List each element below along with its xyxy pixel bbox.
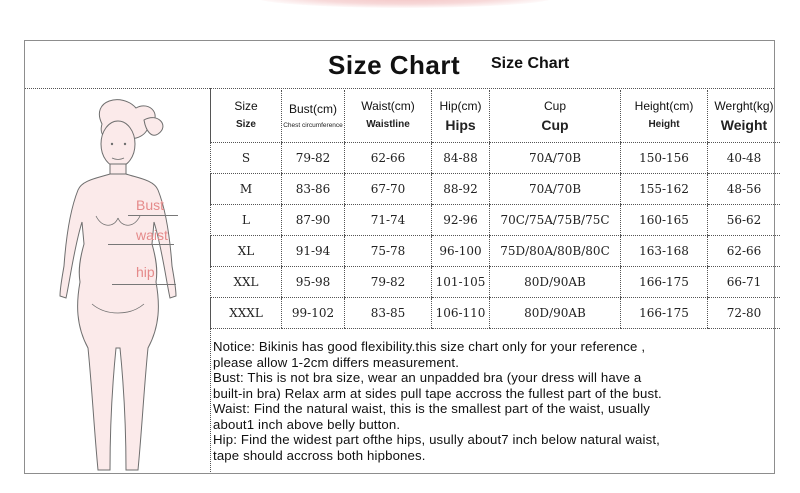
cell-bust: 83-86 (282, 173, 345, 204)
cell-height: 166-175 (621, 297, 708, 328)
cell-bust: 91-94 (282, 235, 345, 266)
cell-weight: 48-56 (708, 173, 781, 204)
waist-label: waist (136, 227, 168, 243)
body-silhouette-icon (40, 98, 210, 478)
measurement-notes (213, 339, 773, 463)
note-line: Hip: Find the widest part ofthe hips, usully about7 inch below natural waist, (213, 432, 660, 447)
column-header-weight: Werght(kg) Weight (708, 90, 781, 142)
cell-weight: 40-48 (708, 142, 781, 173)
cell-hip: 92-96 (432, 204, 490, 235)
note-line: Notice: Bikinis has good flexibility.this size chart only for your reference , (213, 339, 646, 354)
cell-cup: 80D/90AB (490, 266, 621, 297)
column-header-hip: Hip(cm) Hips (432, 90, 490, 142)
cell-bust: 87-90 (282, 204, 345, 235)
cell-hip: 84-88 (432, 142, 490, 173)
table-row (211, 173, 781, 204)
cell-waist: 67-70 (345, 173, 432, 204)
cell-height: 166-175 (621, 266, 708, 297)
hip-line (112, 284, 176, 285)
note-line: about1 inch above belly button. (213, 416, 401, 432)
cell-size: L (211, 204, 282, 235)
cell-height: 150-156 (621, 142, 708, 173)
table-row (211, 142, 781, 173)
bust-line (128, 215, 178, 216)
cell-size: M (211, 173, 282, 204)
cell-cup: 70C/75A/75B/75C (490, 204, 621, 235)
bust-label: Bust (136, 197, 165, 213)
cell-size: XXL (211, 266, 282, 297)
column-header-size: Size Size (211, 90, 282, 142)
cell-bust: 79-82 (282, 142, 345, 173)
cell-size: S (211, 142, 282, 173)
cell-cup: 70A/70B (490, 173, 621, 204)
cell-weight: 62-66 (708, 235, 781, 266)
note-line: please allow 1-2cm differs measurement. (213, 354, 460, 370)
cell-size: XL (211, 235, 282, 266)
cell-waist: 79-82 (345, 266, 432, 297)
cell-hip: 88-92 (432, 173, 490, 204)
note-line: built-in bra) Relax arm at sides pull tape accross the fullest part of the bust. (213, 385, 662, 401)
page-title: Size Chart (328, 50, 461, 80)
note-line: Bust: This is not bra size, wear an unpadded bra (your dress will have a (213, 370, 642, 385)
table-row (211, 266, 781, 297)
cell-waist: 71-74 (345, 204, 432, 235)
cell-bust: 95-98 (282, 266, 345, 297)
column-header-waist: Waist(cm) Waistline (345, 90, 432, 142)
table-row (211, 204, 781, 235)
cell-size: XXXL (211, 297, 282, 328)
note-line: tape should accross both hipbones. (213, 447, 426, 463)
column-header-cup: Cup Cup (490, 90, 621, 142)
cell-height: 160-165 (621, 204, 708, 235)
table-row (211, 297, 781, 328)
cell-weight: 72-80 (708, 297, 781, 328)
header-decoration (255, 0, 555, 8)
cell-weight: 66-71 (708, 266, 781, 297)
cell-waist: 83-85 (345, 297, 432, 328)
size-table (210, 90, 780, 329)
page-subtitle: Size Chart (491, 55, 570, 72)
table-header-row (211, 90, 781, 142)
table-row (211, 235, 781, 266)
divider-top (25, 88, 774, 89)
body-figure (40, 98, 210, 478)
cell-cup: 80D/90AB (490, 297, 621, 328)
cell-bust: 99-102 (282, 297, 345, 328)
cell-hip: 96-100 (432, 235, 490, 266)
cell-hip: 106-110 (432, 297, 490, 328)
cell-cup: 70A/70B (490, 142, 621, 173)
waist-line (108, 244, 174, 245)
cell-waist: 75-78 (345, 235, 432, 266)
column-header-height: Height(cm) Height (621, 90, 708, 142)
cell-height: 163-168 (621, 235, 708, 266)
cell-cup: 75D/80A/80B/80C (490, 235, 621, 266)
cell-hip: 101-105 (432, 266, 490, 297)
cell-height: 155-162 (621, 173, 708, 204)
cell-weight: 56-62 (708, 204, 781, 235)
note-line: Waist: Find the natural waist, this is the smallest part of the waist, usually (213, 401, 651, 416)
hip-label: hip (136, 264, 155, 280)
column-header-bust: Bust(cm) Chest circumference (282, 90, 345, 142)
cell-waist: 62-66 (345, 142, 432, 173)
